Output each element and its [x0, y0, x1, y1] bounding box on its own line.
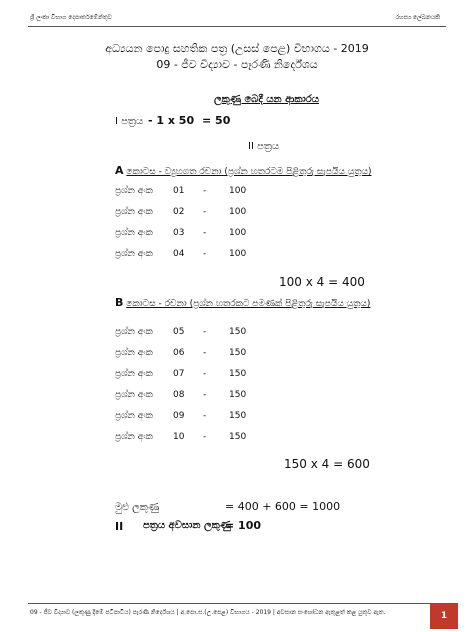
question-label: ප්‍රශ්න අංක: [115, 390, 153, 400]
question-dash: -: [203, 432, 207, 442]
question-label: ප්‍රශ්න අංක: [115, 432, 153, 442]
question-dash: -: [203, 411, 207, 421]
question-label: ප්‍රශ්න අංක: [115, 207, 153, 217]
partB-letter: B: [115, 296, 124, 309]
question-marks: 150: [229, 390, 247, 400]
question-dash: -: [203, 348, 207, 358]
partB-description: කොටස - රචනා (ප්‍රශ්න හතරකට පමණක් පිළිතුරු සැපයිය යුතුය): [126, 299, 371, 309]
question-number: 03: [173, 228, 185, 238]
header-left: ශ්‍රී ලංකා විභාග දෙපාර්තමේන්තුව: [30, 14, 113, 21]
header-right: රහස්‍ය ලේඛනයකි: [395, 14, 440, 21]
final-roman: II: [115, 520, 124, 533]
question-number: 04: [173, 249, 185, 259]
subject-title: 09 - ජීව විද්‍යාව - පෑරණි නිර්දේශය: [156, 58, 318, 71]
final-label: පත්‍රය අවසාන ලකුණු: [143, 520, 231, 531]
question-marks: 150: [229, 411, 247, 421]
paper2-heading: II පත්‍රය: [248, 141, 280, 152]
section-heading: ලකුණු බෙදී යන ආකාරය: [214, 94, 319, 105]
gross-total-label: මුළු ලකුණු: [115, 502, 160, 513]
question-marks: 100: [229, 207, 247, 217]
paper1-formula: - 1 x 50: [148, 114, 195, 127]
question-label: ප්‍රශ්න අංක: [115, 228, 153, 238]
question-label: ප්‍රශ්න අංක: [115, 327, 153, 337]
header-divider: [28, 26, 446, 27]
footer-divider: [28, 603, 446, 604]
final-value: = 100: [225, 519, 262, 532]
question-number: 10: [173, 432, 185, 442]
question-label: ප්‍රශ්න අංක: [115, 186, 153, 196]
question-marks: 150: [229, 327, 247, 337]
exam-title: අධ්‍යයන පොදු සහතික පත්‍ර (උසස් පෙළ) විභාගය - 2019: [105, 42, 369, 55]
question-dash: -: [203, 249, 207, 259]
question-number: 01: [173, 186, 185, 196]
question-dash: -: [203, 390, 207, 400]
question-number: 08: [173, 390, 185, 400]
question-marks: 100: [229, 228, 247, 238]
question-number: 07: [173, 369, 185, 379]
page-number-badge: 1: [430, 603, 458, 629]
partA-letter: A: [115, 164, 124, 177]
question-label: ප්‍රශ්න අංක: [115, 369, 153, 379]
question-number: 02: [173, 207, 185, 217]
question-number: 06: [173, 348, 185, 358]
question-marks: 150: [229, 432, 247, 442]
paper1-label: I පත්‍රය: [115, 116, 144, 127]
question-marks: 150: [229, 369, 247, 379]
question-marks: 150: [229, 348, 247, 358]
paper1-result: = 50: [202, 114, 231, 127]
question-number: 09: [173, 411, 185, 421]
question-dash: -: [203, 327, 207, 337]
question-dash: -: [203, 207, 207, 217]
partA-total: 100 x 4 = 400: [279, 275, 365, 289]
partA-heading: [115, 164, 372, 177]
question-dash: -: [203, 228, 207, 238]
question-marks: 100: [229, 249, 247, 259]
question-dash: -: [203, 186, 207, 196]
partB-heading: [115, 296, 370, 309]
question-label: ප්‍රශ්න අංක: [115, 348, 153, 358]
footer-text: 09 - ජීව විද්‍යාව (ලකුණු දීමේ පටිපාටිය) පෑරණි නිර්දේශය | අ.පො.ස.(උ.පෙළ) විභාගය - 2019 | අවසාන සංශෝධන ඇතුළත් කළ යුතුව ඇත.: [30, 609, 386, 616]
question-label: ප්‍රශ්න අංක: [115, 249, 153, 259]
gross-total-value: = 400 + 600 = 1000: [225, 500, 341, 513]
question-marks: 100: [229, 186, 247, 196]
partB-total: 150 x 4 = 600: [284, 457, 370, 471]
question-label: ප්‍රශ්න අංක: [115, 411, 153, 421]
question-number: 05: [173, 327, 185, 337]
question-dash: -: [203, 369, 207, 379]
partA-description: කොටස - ව්‍යුහගත රචනා (ප්‍රශ්න හතරටම පිළිතුරු සැපයිය යුතුය): [126, 167, 372, 177]
